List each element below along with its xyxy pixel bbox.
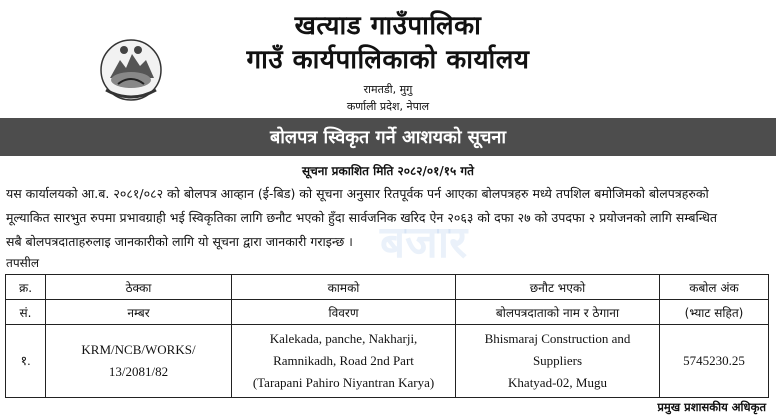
col-header-sn: सं.	[6, 300, 46, 325]
office-name: खत्याड गाउँपालिका	[294, 11, 482, 41]
col-header-sn: क्र.	[6, 275, 46, 300]
cell-line: Bhismaraj Construction and	[484, 331, 631, 346]
notice-body	[6, 182, 772, 254]
col-header-contract: नम्बर	[46, 300, 232, 325]
watermark-logo: बजार	[380, 217, 468, 268]
cell-sn: १.	[6, 325, 46, 398]
table-header-row	[6, 275, 769, 300]
col-header-contract: ठेक्का	[46, 275, 232, 300]
notice-title: बोलपत्र स्विकृत गर्ने आशयको सूचना	[269, 127, 507, 148]
table-row	[6, 325, 769, 398]
cell-work-description	[232, 325, 456, 398]
table-header-row	[6, 300, 769, 325]
col-header-bidder: बोलपत्रदाताको नाम र ठेगाना	[456, 300, 660, 325]
cell-line: (Tarapani Pahiro Niyantran Karya)	[252, 375, 435, 390]
cell-line: Khatyad-02, Mugu	[508, 375, 607, 390]
cell-bidder	[456, 325, 660, 398]
col-header-amount: (भ्याट सहित)	[660, 300, 769, 325]
signature-title: प्रमुख प्रशासकीय अधिकृत	[657, 400, 766, 414]
col-header-work: विवरण	[232, 300, 456, 325]
cell-line: KRM/NCB/WORKS/	[81, 342, 196, 357]
cell-line: Suppliers	[532, 353, 583, 368]
schedule-label: तपसील	[6, 256, 40, 270]
cell-line: Ramnikadh, Road 2nd Part	[273, 353, 414, 368]
col-header-amount: कबोल अंक	[660, 275, 769, 300]
col-header-work: कामको	[232, 275, 456, 300]
notice-body-line: यस कार्यालयको आ.ब. २०८१/०८२ को बोलपत्र आव्हान (ई-बिड) को सूचना अनुसार रितपूर्वक पर्न आएका बोलपत्रहरु मध्ये तपशिल बमोजिमको बोलपत्रहरुको	[6, 186, 709, 201]
cell-contract-no	[46, 325, 232, 398]
notice-body-line: मूल्याकित सारभुत रुपमा प्रभावग्राही भई स्विकृतिका लागि छनौट भएको हुँदा सार्वजनिक खरिद ऐन २०६३ को दफा २७ को उपदफा २ प्रयोजनको लागि सम्बन्धित	[6, 210, 718, 225]
office-title: गाउँ कार्यपालिकाको कार्यालय	[246, 45, 530, 75]
address-line-1: रामतडी, मुगु	[363, 83, 413, 96]
publication-date: सूचना प्रकाशित मिति २०८२/०१/१५ गते	[302, 164, 474, 178]
notice-body-line: सबै बोलपत्रदाताहरुलाइ जानकारीको लागि यो सूचना द्वारा जानकारी गराइन्छ ।	[6, 234, 353, 249]
notice-title-band	[0, 118, 776, 156]
col-header-bidder: छनौट भएको	[456, 275, 660, 300]
tender-table	[5, 274, 769, 398]
cell-line: 13/2081/82	[108, 364, 169, 379]
cell-line: Kalekada, panche, Nakharji,	[269, 331, 418, 346]
cell-amount: 5745230.25	[660, 325, 769, 398]
address-line-2: कर्णाली प्रदेश, नेपाल	[346, 100, 430, 113]
